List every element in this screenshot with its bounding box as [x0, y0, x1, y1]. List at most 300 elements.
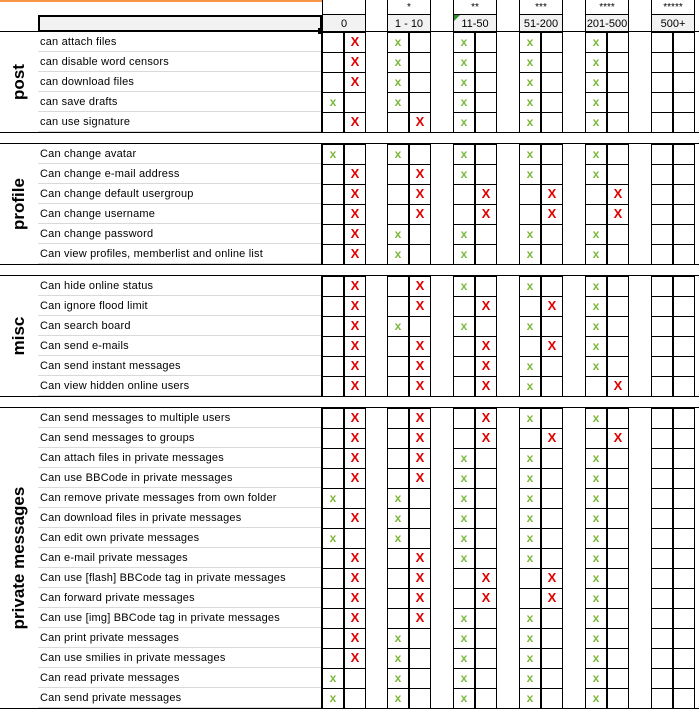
permission-cell-deny[interactable] — [673, 508, 695, 529]
allowed-mark-icon: x — [592, 279, 600, 293]
permission-cell-deny[interactable] — [541, 648, 563, 669]
denied-mark-icon: X — [415, 410, 425, 425]
permission-cell-deny[interactable] — [607, 628, 629, 649]
allowed-mark-icon: x — [592, 691, 600, 705]
permission-cell-deny[interactable] — [475, 316, 497, 337]
permission-cell-deny[interactable] — [475, 468, 497, 489]
permission-cell-deny[interactable] — [409, 224, 431, 245]
permission-cell-deny[interactable] — [541, 668, 563, 689]
permission-cell-allow[interactable] — [322, 588, 344, 609]
permission-cell-deny[interactable] — [541, 316, 563, 337]
permission-cell-allow[interactable] — [322, 204, 344, 225]
permission-cell-deny[interactable] — [475, 688, 497, 709]
permission-cell-deny[interactable] — [409, 52, 431, 73]
permission-cell-allow[interactable] — [651, 356, 673, 377]
permission-cell-allow[interactable] — [651, 448, 673, 469]
permission-cell-deny[interactable] — [673, 548, 695, 569]
permission-cell-deny[interactable] — [475, 224, 497, 245]
allowed-mark-icon: x — [592, 511, 600, 525]
permission-cell-deny[interactable] — [475, 448, 497, 469]
permission-cell-deny[interactable] — [541, 356, 563, 377]
denied-mark-icon: X — [415, 114, 425, 129]
permission-cell-allow[interactable] — [651, 144, 673, 165]
permission-cell-deny[interactable] — [673, 72, 695, 93]
permission-cell-deny[interactable] — [607, 588, 629, 609]
permission-cell-deny[interactable] — [541, 32, 563, 53]
permission-cell-allow[interactable] — [322, 112, 344, 133]
permission-cell-allow[interactable] — [322, 356, 344, 377]
permission-cell-deny[interactable] — [673, 184, 695, 205]
permission-cell-deny[interactable] — [475, 112, 497, 133]
allowed-mark-icon: x — [460, 631, 468, 645]
denied-mark-icon: X — [350, 186, 360, 201]
denied-mark-icon: X — [481, 378, 491, 393]
permission-cell-deny[interactable] — [673, 336, 695, 357]
allowed-mark-icon: x — [460, 451, 468, 465]
permission-cell-allow[interactable] — [519, 588, 541, 609]
allowed-mark-icon: x — [460, 651, 468, 665]
permission-cell-deny[interactable] — [607, 608, 629, 629]
permission-cell-deny[interactable] — [475, 244, 497, 265]
denied-mark-icon: X — [415, 378, 425, 393]
permission-cell-deny[interactable] — [475, 72, 497, 93]
permission-cell-deny[interactable] — [607, 244, 629, 265]
permission-cell-allow[interactable] — [453, 336, 475, 357]
permission-cell-deny[interactable] — [607, 408, 629, 429]
permission-cell-deny[interactable] — [409, 72, 431, 93]
permission-cell-deny[interactable] — [475, 32, 497, 53]
denied-mark-icon: X — [481, 186, 491, 201]
allowed-mark-icon: x — [526, 35, 534, 49]
permission-cell-allow[interactable] — [651, 296, 673, 317]
permission-cell-deny[interactable] — [607, 92, 629, 113]
permission-cell-allow[interactable] — [322, 648, 344, 669]
permission-cell-deny[interactable] — [607, 276, 629, 297]
permission-cell-deny[interactable] — [673, 164, 695, 185]
permission-cell-allow[interactable] — [322, 164, 344, 185]
level-range: 1 - 10 — [394, 18, 424, 30]
permission-cell-allow[interactable] — [651, 608, 673, 629]
permission-cell-allow[interactable] — [387, 204, 409, 225]
denied-mark-icon: X — [350, 246, 360, 261]
permission-cell-deny[interactable] — [475, 52, 497, 73]
permission-cell-deny[interactable] — [607, 508, 629, 529]
permission-cell-deny[interactable] — [673, 316, 695, 337]
permission-cell-allow[interactable] — [585, 376, 607, 397]
permission-cell-deny[interactable] — [409, 668, 431, 689]
permission-cell-deny[interactable] — [673, 648, 695, 669]
permission-cell-allow[interactable] — [322, 184, 344, 205]
denied-mark-icon: X — [350, 114, 360, 129]
permission-cell-allow[interactable] — [322, 628, 344, 649]
denied-mark-icon: X — [481, 298, 491, 313]
permission-cell-deny[interactable] — [607, 356, 629, 377]
permission-cell-allow[interactable] — [651, 628, 673, 649]
allowed-mark-icon: x — [526, 671, 534, 685]
permission-cell-deny[interactable] — [541, 112, 563, 133]
permission-cell-allow[interactable] — [387, 276, 409, 297]
permission-cell-allow[interactable] — [651, 32, 673, 53]
denied-mark-icon: X — [415, 570, 425, 585]
permission-cell-deny[interactable] — [409, 628, 431, 649]
permission-cell-deny[interactable] — [607, 688, 629, 709]
permission-cell-allow[interactable] — [651, 224, 673, 245]
permission-cell-allow[interactable] — [519, 336, 541, 357]
permission-cell-allow[interactable] — [651, 376, 673, 397]
permission-cell-allow[interactable] — [651, 336, 673, 357]
denied-mark-icon: X — [415, 206, 425, 221]
permission-cell-allow[interactable] — [651, 276, 673, 297]
permission-label: Can use [flash] BBCode tag in private messages — [40, 572, 286, 584]
permission-cell-deny[interactable] — [541, 608, 563, 629]
permission-cell-allow[interactable] — [651, 688, 673, 709]
permission-cell-allow[interactable] — [651, 52, 673, 73]
permission-label: Can edit own private messages — [40, 532, 200, 544]
permission-cell-allow[interactable] — [387, 568, 409, 589]
permission-cell-allow[interactable] — [387, 336, 409, 357]
permission-cell-allow[interactable] — [651, 428, 673, 449]
permission-cell-deny[interactable] — [409, 244, 431, 265]
permission-cell-allow[interactable] — [322, 548, 344, 569]
permission-cell-allow[interactable] — [651, 588, 673, 609]
permission-cell-deny[interactable] — [607, 316, 629, 337]
permission-cell-allow[interactable] — [519, 204, 541, 225]
permission-cell-deny[interactable] — [541, 548, 563, 569]
permission-cell-allow[interactable] — [585, 204, 607, 225]
allowed-mark-icon: x — [526, 167, 534, 181]
permission-cell-deny[interactable] — [673, 112, 695, 133]
permission-cell-allow[interactable] — [322, 72, 344, 93]
header-accent-bar — [0, 0, 322, 2]
section-title: profile — [9, 178, 28, 230]
permission-cell-deny[interactable] — [541, 224, 563, 245]
permission-cell-deny[interactable] — [475, 548, 497, 569]
permission-cell-deny[interactable] — [344, 528, 366, 549]
permission-cell-allow[interactable] — [322, 316, 344, 337]
permission-cell-allow[interactable] — [322, 32, 344, 53]
permission-label: Can search board — [40, 320, 131, 332]
permission-cell-deny[interactable] — [673, 356, 695, 377]
permission-cell-allow[interactable] — [651, 488, 673, 509]
permission-cell-deny[interactable] — [607, 112, 629, 133]
permission-cell-deny[interactable] — [475, 276, 497, 297]
denied-mark-icon: X — [350, 410, 360, 425]
permission-cell-deny[interactable] — [344, 668, 366, 689]
denied-mark-icon: X — [481, 590, 491, 605]
denied-mark-icon: X — [350, 166, 360, 181]
permission-cell-deny[interactable] — [541, 92, 563, 113]
allowed-mark-icon: x — [526, 227, 534, 241]
permission-cell-deny[interactable] — [673, 468, 695, 489]
allowed-mark-icon: x — [592, 359, 600, 373]
allowed-mark-icon: x — [394, 75, 402, 89]
permission-cell-deny[interactable] — [673, 276, 695, 297]
permission-cell-allow[interactable] — [651, 548, 673, 569]
permission-cell-deny[interactable] — [541, 408, 563, 429]
permission-cell-deny[interactable] — [607, 296, 629, 317]
denied-mark-icon: X — [350, 650, 360, 665]
allowed-mark-icon: x — [460, 671, 468, 685]
permission-cell-allow[interactable] — [322, 468, 344, 489]
permission-cell-allow[interactable] — [651, 184, 673, 205]
permission-cell-deny[interactable] — [673, 52, 695, 73]
permission-cell-allow[interactable] — [322, 568, 344, 589]
permission-cell-deny[interactable] — [541, 628, 563, 649]
permission-cell-allow[interactable] — [651, 112, 673, 133]
permission-cell-deny[interactable] — [409, 32, 431, 53]
permission-cell-allow[interactable] — [651, 92, 673, 113]
permission-cell-deny[interactable] — [475, 528, 497, 549]
permission-cell-allow[interactable] — [322, 244, 344, 265]
permission-cell-allow[interactable] — [322, 428, 344, 449]
permission-cell-deny[interactable] — [409, 92, 431, 113]
comment-indicator-icon — [454, 15, 460, 21]
permission-cell-deny[interactable] — [475, 628, 497, 649]
permission-cell-deny[interactable] — [607, 568, 629, 589]
permission-cell-deny[interactable] — [673, 32, 695, 53]
allowed-mark-icon: x — [526, 279, 534, 293]
permission-cell-allow[interactable] — [651, 668, 673, 689]
permission-cell-allow[interactable] — [322, 608, 344, 629]
denied-mark-icon: X — [350, 630, 360, 645]
permission-cell-allow[interactable] — [651, 648, 673, 669]
permission-cell-allow[interactable] — [651, 468, 673, 489]
allowed-mark-icon: x — [460, 319, 468, 333]
permission-cell-deny[interactable] — [673, 376, 695, 397]
permission-cell-deny[interactable] — [475, 668, 497, 689]
permission-cell-allow[interactable] — [387, 408, 409, 429]
permission-cell-allow[interactable] — [387, 548, 409, 569]
denied-mark-icon: X — [350, 54, 360, 69]
permission-cell-allow[interactable] — [387, 164, 409, 185]
permission-cell-deny[interactable] — [344, 688, 366, 709]
permission-cell-allow[interactable] — [651, 528, 673, 549]
permission-cell-deny[interactable] — [541, 52, 563, 73]
permission-cell-deny[interactable] — [673, 568, 695, 589]
permission-cell-deny[interactable] — [541, 376, 563, 397]
permission-cell-deny[interactable] — [673, 296, 695, 317]
permission-cell-allow[interactable] — [322, 376, 344, 397]
permission-cell-deny[interactable] — [607, 528, 629, 549]
allowed-mark-icon: x — [526, 551, 534, 565]
permission-cell-deny[interactable] — [607, 336, 629, 357]
permission-cell-deny[interactable] — [607, 468, 629, 489]
permission-cell-deny[interactable] — [673, 92, 695, 113]
permission-cell-allow[interactable] — [322, 408, 344, 429]
permission-cell-allow[interactable] — [387, 376, 409, 397]
allowed-mark-icon: x — [592, 319, 600, 333]
allowed-mark-icon: x — [460, 75, 468, 89]
permission-cell-allow[interactable] — [519, 296, 541, 317]
allowed-mark-icon: x — [526, 147, 534, 161]
permission-cell-deny[interactable] — [475, 508, 497, 529]
permission-cell-deny[interactable] — [673, 608, 695, 629]
allowed-mark-icon: x — [592, 339, 600, 353]
allowed-mark-icon: x — [592, 75, 600, 89]
permission-label: Can change e-mail address — [40, 168, 180, 180]
allowed-mark-icon: x — [526, 115, 534, 129]
allowed-mark-icon: x — [592, 299, 600, 313]
permission-cell-deny[interactable] — [673, 668, 695, 689]
permission-cell-deny[interactable] — [541, 528, 563, 549]
permission-cell-deny[interactable] — [475, 92, 497, 113]
level-range: 0 — [340, 18, 348, 30]
permission-cell-deny[interactable] — [475, 488, 497, 509]
denied-mark-icon: X — [350, 570, 360, 585]
permission-cell-allow[interactable] — [387, 184, 409, 205]
permission-cell-deny[interactable] — [541, 468, 563, 489]
permission-cell-allow[interactable] — [387, 588, 409, 609]
permission-label: Can send messages to multiple users — [40, 412, 231, 424]
permission-cell-deny[interactable] — [673, 408, 695, 429]
permission-cell-deny[interactable] — [607, 32, 629, 53]
permission-cell-allow[interactable] — [322, 336, 344, 357]
permission-cell-deny[interactable] — [673, 244, 695, 265]
allowed-mark-icon: x — [394, 651, 402, 665]
row-gridline — [38, 707, 321, 708]
permission-cell-deny[interactable] — [541, 508, 563, 529]
permission-cell-allow[interactable] — [651, 508, 673, 529]
permission-cell-allow[interactable] — [387, 428, 409, 449]
permission-cell-deny[interactable] — [541, 688, 563, 709]
permission-cell-deny[interactable] — [541, 244, 563, 265]
permission-cell-allow[interactable] — [322, 52, 344, 73]
denied-mark-icon: X — [481, 430, 491, 445]
permission-cell-deny[interactable] — [344, 144, 366, 165]
permission-cell-deny[interactable] — [607, 144, 629, 165]
permission-cell-allow[interactable] — [387, 448, 409, 469]
permission-cell-allow[interactable] — [651, 408, 673, 429]
permission-cell-deny[interactable] — [475, 144, 497, 165]
permission-cell-allow[interactable] — [453, 356, 475, 377]
denied-mark-icon: X — [350, 74, 360, 89]
permission-cell-deny[interactable] — [607, 164, 629, 185]
permission-cell-deny[interactable] — [541, 448, 563, 469]
permission-cell-allow[interactable] — [519, 428, 541, 449]
permission-cell-deny[interactable] — [673, 144, 695, 165]
permission-cell-deny[interactable] — [409, 528, 431, 549]
denied-mark-icon: X — [350, 34, 360, 49]
permission-cell-deny[interactable] — [673, 588, 695, 609]
permission-cell-deny[interactable] — [607, 488, 629, 509]
permission-label: Can download files in private messages — [40, 512, 242, 524]
permission-cell-deny[interactable] — [673, 488, 695, 509]
permission-cell-allow[interactable] — [387, 296, 409, 317]
allowed-mark-icon: x — [329, 491, 337, 505]
permission-cell-deny[interactable] — [541, 276, 563, 297]
permission-cell-deny[interactable] — [673, 688, 695, 709]
permission-cell-allow[interactable] — [651, 204, 673, 225]
permission-cell-deny[interactable] — [607, 224, 629, 245]
permission-cell-allow[interactable] — [387, 356, 409, 377]
permission-cell-deny[interactable] — [607, 72, 629, 93]
permission-cell-allow[interactable] — [453, 588, 475, 609]
permission-cell-allow[interactable] — [651, 244, 673, 265]
permission-cell-deny[interactable] — [673, 448, 695, 469]
permission-cell-allow[interactable] — [387, 468, 409, 489]
permission-cell-deny[interactable] — [409, 488, 431, 509]
permission-cell-deny[interactable] — [607, 668, 629, 689]
permission-cell-allow[interactable] — [651, 316, 673, 337]
permission-cell-allow[interactable] — [453, 408, 475, 429]
permission-cell-deny[interactable] — [541, 164, 563, 185]
permission-cell-deny[interactable] — [673, 204, 695, 225]
permission-cell-allow[interactable] — [453, 204, 475, 225]
permission-cell-allow[interactable] — [651, 72, 673, 93]
allowed-mark-icon: x — [394, 147, 402, 161]
level-stars: * — [407, 2, 411, 13]
permission-cell-deny[interactable] — [409, 508, 431, 529]
permission-cell-deny[interactable] — [607, 52, 629, 73]
permission-cell-allow[interactable] — [651, 164, 673, 185]
allowed-mark-icon: x — [526, 631, 534, 645]
selected-cell[interactable] — [38, 15, 322, 32]
permission-cell-deny[interactable] — [673, 428, 695, 449]
section-title: misc — [9, 316, 28, 356]
permission-cell-deny[interactable] — [541, 72, 563, 93]
permission-cell-deny[interactable] — [409, 688, 431, 709]
permission-cell-allow[interactable] — [453, 184, 475, 205]
denied-mark-icon: X — [481, 358, 491, 373]
denied-mark-icon: X — [350, 510, 360, 525]
permission-cell-deny[interactable] — [475, 648, 497, 669]
permission-cell-deny[interactable] — [673, 224, 695, 245]
permission-cell-allow[interactable] — [322, 508, 344, 529]
permission-cell-deny[interactable] — [607, 548, 629, 569]
permission-cell-deny[interactable] — [344, 488, 366, 509]
permission-label: can use signature — [40, 116, 131, 128]
permission-cell-allow[interactable] — [453, 428, 475, 449]
permission-cell-deny[interactable] — [475, 164, 497, 185]
permission-cell-allow[interactable] — [519, 184, 541, 205]
permission-cell-allow[interactable] — [453, 376, 475, 397]
permission-cell-allow[interactable] — [585, 428, 607, 449]
allowed-mark-icon: x — [460, 227, 468, 241]
permission-cell-deny[interactable] — [409, 648, 431, 669]
permission-cell-deny[interactable] — [409, 144, 431, 165]
permission-cell-deny[interactable] — [673, 628, 695, 649]
denied-mark-icon: X — [350, 278, 360, 293]
permission-cell-deny[interactable] — [409, 316, 431, 337]
permission-cell-deny[interactable] — [607, 648, 629, 669]
permission-cell-allow[interactable] — [322, 224, 344, 245]
permission-cell-allow[interactable] — [322, 448, 344, 469]
permission-cell-allow[interactable] — [322, 276, 344, 297]
permission-cell-allow[interactable] — [585, 184, 607, 205]
permission-cell-allow[interactable] — [387, 608, 409, 629]
row-gridline — [38, 395, 321, 396]
denied-mark-icon: X — [481, 570, 491, 585]
section-title: private messages — [9, 486, 28, 630]
permission-cell-allow[interactable] — [651, 568, 673, 589]
permission-cell-deny[interactable] — [673, 528, 695, 549]
permission-cell-deny[interactable] — [541, 488, 563, 509]
permission-cell-allow[interactable] — [322, 296, 344, 317]
permission-cell-allow[interactable] — [453, 568, 475, 589]
level-range: 201-500 — [586, 18, 628, 30]
permission-cell-deny[interactable] — [541, 144, 563, 165]
permission-cell-deny[interactable] — [344, 92, 366, 113]
denied-mark-icon: X — [350, 338, 360, 353]
allowed-mark-icon: x — [526, 379, 534, 393]
permission-cell-allow[interactable] — [519, 568, 541, 589]
permission-cell-deny[interactable] — [607, 448, 629, 469]
permission-cell-allow[interactable] — [453, 296, 475, 317]
denied-mark-icon: X — [415, 550, 425, 565]
permission-cell-deny[interactable] — [475, 608, 497, 629]
allowed-mark-icon: x — [526, 75, 534, 89]
permission-cell-allow[interactable] — [387, 112, 409, 133]
